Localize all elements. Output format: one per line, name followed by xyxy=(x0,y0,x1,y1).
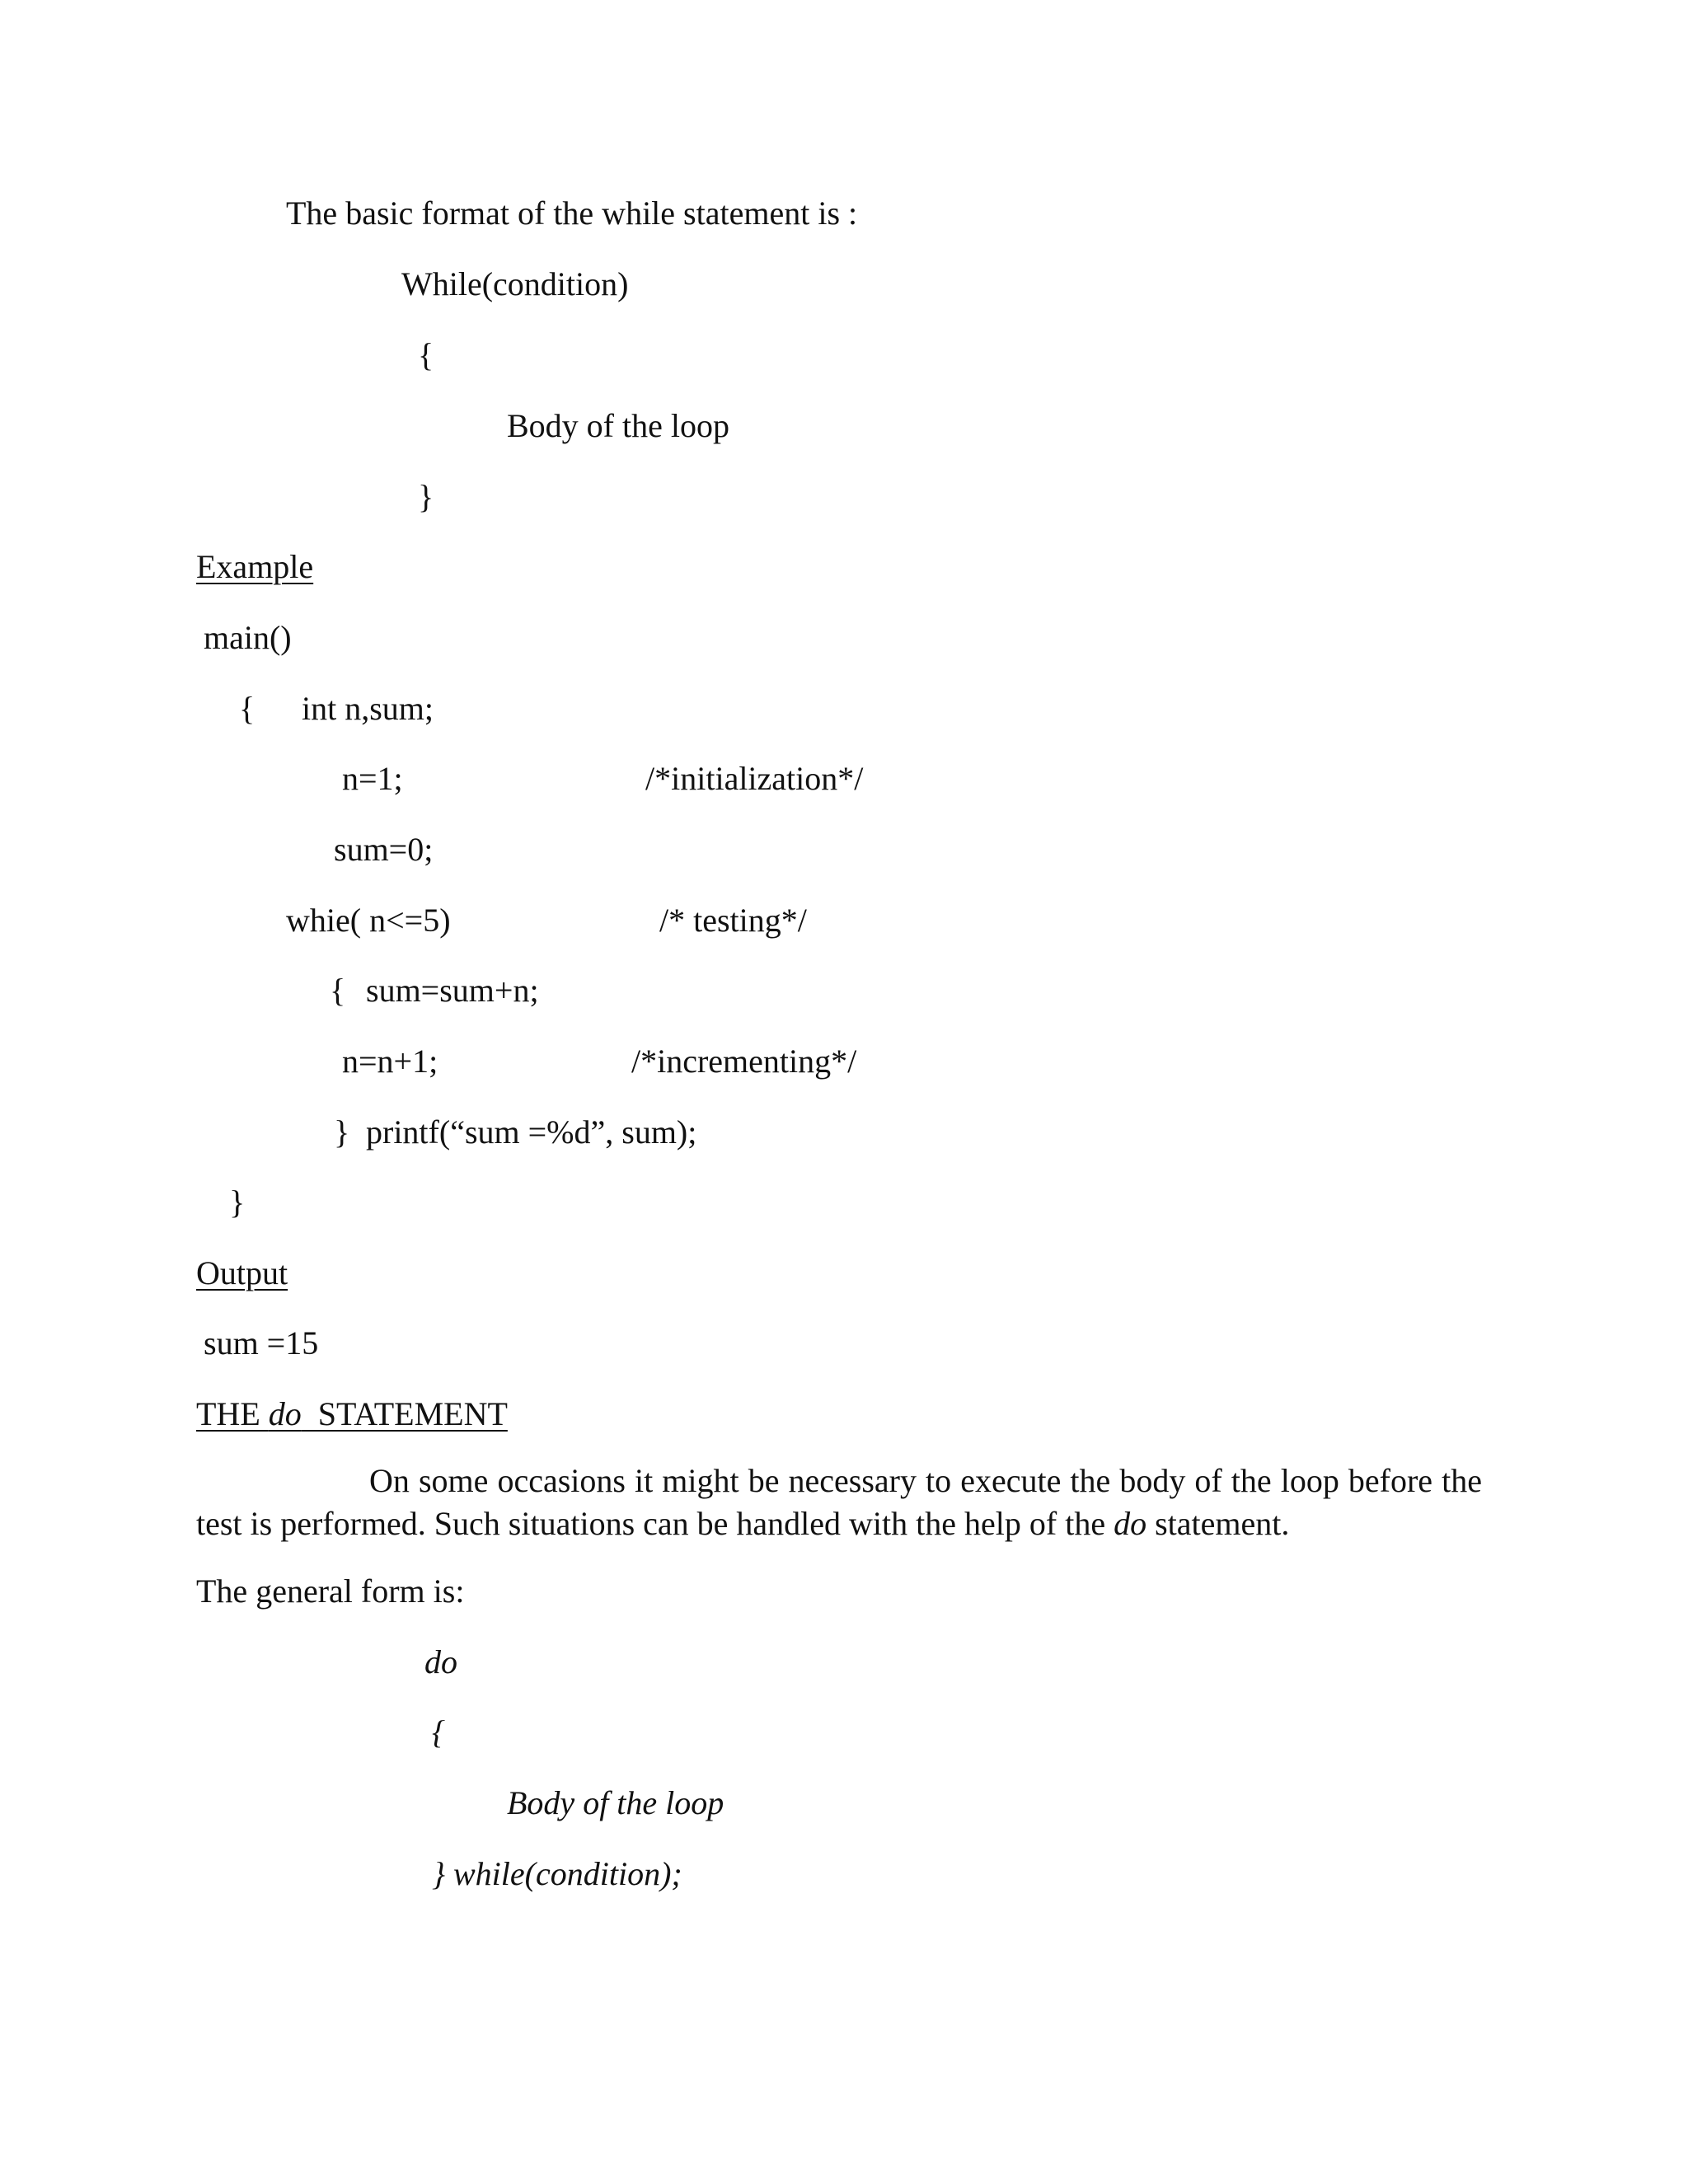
do-description-paragraph xyxy=(196,1460,1482,1545)
while-form-body: Body of the loop xyxy=(507,407,729,444)
code-while-line: whie( n<=5) xyxy=(286,902,451,939)
code-increment-comment: /*incrementing*/ xyxy=(631,1043,857,1080)
do-form-open-brace: { xyxy=(432,1713,445,1750)
code-inner-open-brace: { xyxy=(330,972,346,1009)
code-increment: n=n+1; xyxy=(342,1043,438,1080)
code-init-comment: /*initialization*/ xyxy=(645,760,864,797)
code-open-brace: { xyxy=(239,690,256,727)
while-form-close-brace: } xyxy=(418,478,434,515)
code-test-comment: /* testing*/ xyxy=(659,902,807,939)
example-heading: Example xyxy=(196,548,314,585)
do-heading-prefix: THE xyxy=(196,1395,269,1432)
do-form-body: Body of the loop xyxy=(507,1784,724,1821)
code-inner-close-brace: } xyxy=(334,1113,350,1151)
do-paragraph-part2: statement. xyxy=(1146,1505,1290,1542)
code-close-brace: } xyxy=(229,1183,246,1221)
while-form-open-brace: { xyxy=(418,336,434,373)
do-paragraph-part1: On some occasions it might be necessary to execute the body of the loop before the test is performed. Such situations can be handled with the help of the xyxy=(196,1462,1482,1542)
do-heading-suffix: STATEMENT xyxy=(301,1395,508,1432)
do-statement-heading xyxy=(196,1394,508,1434)
general-form-label: The general form is: xyxy=(196,1572,465,1610)
do-heading-keyword: do xyxy=(268,1395,302,1432)
do-paragraph-keyword: do xyxy=(1114,1505,1147,1542)
code-init: n=1; xyxy=(342,760,403,797)
code-sum-init: sum=0; xyxy=(334,831,434,868)
code-declaration: int n,sum; xyxy=(302,690,434,727)
code-main: main() xyxy=(204,619,292,656)
do-form-close: } while(condition); xyxy=(432,1855,682,1892)
code-sum-update: sum=sum+n; xyxy=(366,972,539,1009)
intro-text: The basic format of the while statement is : xyxy=(286,194,858,232)
output-value: sum =15 xyxy=(204,1324,319,1361)
while-form-header: While(condition) xyxy=(401,265,629,302)
do-form-do: do xyxy=(424,1643,457,1680)
code-printf: printf(“sum =%d”, sum); xyxy=(366,1113,697,1151)
output-heading: Output xyxy=(196,1254,288,1291)
